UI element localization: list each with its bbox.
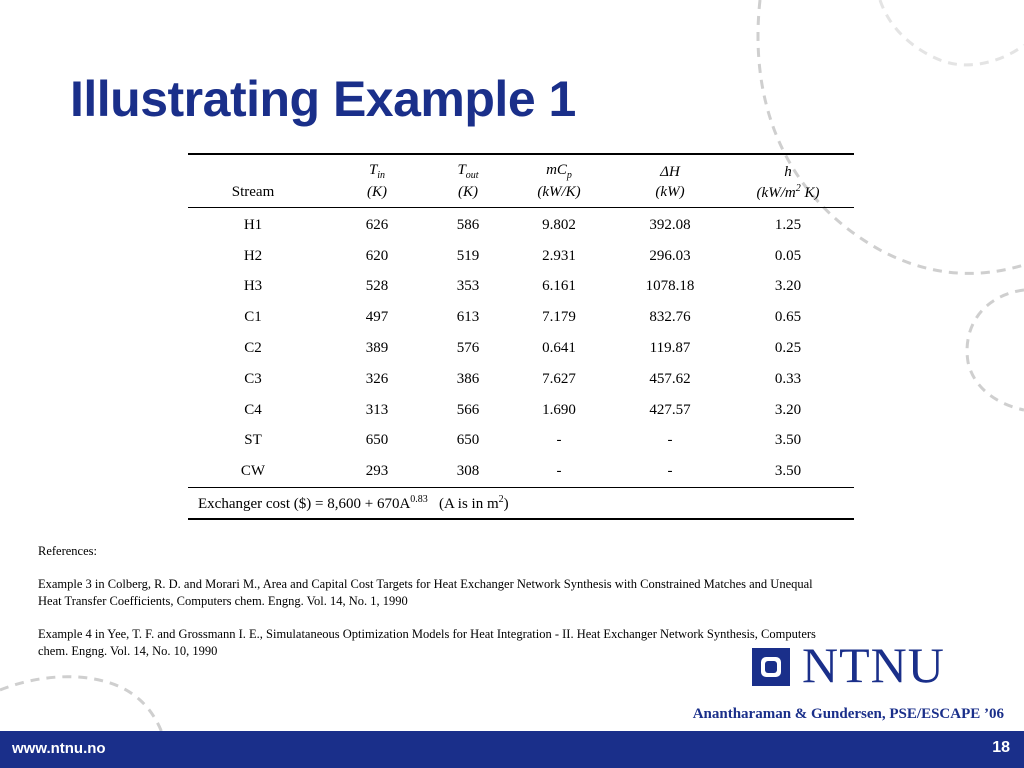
cell-stream: C1 <box>244 309 262 326</box>
header-h: h <box>722 154 854 181</box>
header-dh: ΔH <box>618 154 722 181</box>
reference-2: Example 4 in Yee, T. F. and Grossmann I. E., Simulataneous Optimization Models for Heat Integration - II. Heat Exchanger Network Synthesis, Computers chem. Engng. Vol. 14, No. 10, 1990 <box>38 627 816 658</box>
cell-tout: 386 <box>456 370 480 387</box>
cell-mcp: 7.627 <box>542 370 576 387</box>
cell-dh: - <box>667 432 673 449</box>
cell-mcp: - <box>556 463 562 480</box>
header-tin: $T_{in}$ <box>318 154 436 181</box>
cell-stream: C4 <box>244 401 262 418</box>
cell-tin: 626 <box>318 208 436 241</box>
cell-mcp: - <box>556 432 562 449</box>
cost-formula-row <box>188 488 854 520</box>
cell-tout: 576 <box>456 340 480 357</box>
header-tout: $T_{out}$ <box>436 154 500 181</box>
cell-h: 0.25 <box>774 340 802 357</box>
cell-mcp: 9.802 <box>500 208 618 241</box>
ntnu-logo-text: NTNU <box>802 637 945 693</box>
cell-stream: ST <box>244 432 262 449</box>
cell-dh: 427.57 <box>649 401 691 418</box>
cell-tout: 613 <box>456 309 480 326</box>
cell-tout: 308 <box>456 463 480 480</box>
header-tout-unit: (K) <box>458 183 478 200</box>
cell-tin: 650 <box>365 432 389 449</box>
slide-title: Illustrating Example 1 <box>70 71 576 127</box>
footer-url-link[interactable]: www.ntnu.no <box>12 740 106 757</box>
header-stream: Stream <box>231 183 275 200</box>
header-h-unit: ($kW/m^2$ K) <box>756 182 820 201</box>
stream-data-table <box>188 153 854 520</box>
header-tin-unit: (K) <box>367 183 387 200</box>
cell-dh: 296.03 <box>649 247 691 264</box>
cell-h: 0.05 <box>774 247 802 264</box>
cell-tin: 326 <box>365 370 389 387</box>
header-mcp: $mC_p$ <box>500 154 618 181</box>
cell-stream: C2 <box>244 340 262 357</box>
table-row <box>188 241 854 272</box>
cell-stream: CW <box>240 463 266 480</box>
cell-dh: 119.87 <box>649 340 691 357</box>
cell-mcp: 6.161 <box>542 278 576 295</box>
cell-h: 1.25 <box>722 208 854 241</box>
table-row <box>188 272 854 303</box>
ntnu-logo <box>752 637 972 693</box>
footer-bar <box>0 731 1024 768</box>
cell-h: 3.50 <box>774 463 802 480</box>
deco-arc-small <box>967 290 1024 410</box>
table-row <box>188 302 854 333</box>
cell-h: 3.20 <box>774 278 802 295</box>
cell-mcp: 0.641 <box>542 340 576 357</box>
page-number: 18 <box>992 739 1010 756</box>
cell-tin: 528 <box>365 278 389 295</box>
cell-mcp: 2.931 <box>542 247 576 264</box>
table-row <box>188 333 854 364</box>
table-row <box>188 426 854 457</box>
cell-tout: 586 <box>436 208 500 241</box>
cell-tin: 293 <box>365 463 389 480</box>
table-row <box>188 395 854 426</box>
cell-dh: 457.62 <box>649 370 691 387</box>
cell-h: 0.33 <box>774 370 802 387</box>
cell-h: 0.65 <box>774 309 802 326</box>
cell-tout: 650 <box>456 432 480 449</box>
cell-tin: 389 <box>365 340 389 357</box>
cell-stream: H3 <box>243 278 263 295</box>
cell-tout: 566 <box>456 401 480 418</box>
cell-tout: 519 <box>456 247 480 264</box>
cell-dh: 1078.18 <box>645 278 695 295</box>
header-mcp-unit: (kW/K) <box>537 183 581 200</box>
deco-arc-light <box>880 0 1024 65</box>
table-row <box>188 364 854 395</box>
cost-formula: Exchanger cost ($) = $8,600 + 670A^{0.83}$ (A is in $m^2$) <box>188 488 854 520</box>
cell-dh: - <box>667 463 673 480</box>
references-heading: References: <box>38 544 97 558</box>
cell-tout: 353 <box>456 278 480 295</box>
cell-dh: 832.76 <box>649 309 691 326</box>
header-stream-top <box>188 154 318 181</box>
cell-mcp: 1.690 <box>542 401 576 418</box>
cell-tin: 497 <box>365 309 389 326</box>
header-dh-unit: (kW) <box>655 183 685 200</box>
cell-mcp: 7.179 <box>542 309 576 326</box>
cell-stream: H2 <box>243 247 263 264</box>
cell-h: 3.50 <box>774 432 802 449</box>
table-row <box>188 208 854 241</box>
author-credit: Anantharaman & Gundersen, PSE/ESCAPE ’06 <box>692 706 1004 722</box>
cell-stream: H1 <box>188 208 318 241</box>
cell-h: 3.20 <box>774 401 802 418</box>
cell-dh: 392.08 <box>618 208 722 241</box>
cell-stream: C3 <box>244 370 262 387</box>
stream-data-table-container <box>188 153 854 520</box>
reference-1: Example 3 in Colberg, R. D. and Morari M., Area and Capital Cost Targets for Heat Exchanger Network Synthesis with Constrained Matches and Unequal Heat Transfer Coefficients, Computers chem. Engng. Vol. 14, No. 1, 1990 <box>38 577 813 608</box>
references <box>38 543 828 660</box>
cell-tin: 313 <box>365 401 389 418</box>
ntnu-logo-mark-icon <box>752 648 790 686</box>
cell-tin: 620 <box>365 247 389 264</box>
table-row <box>188 456 854 487</box>
